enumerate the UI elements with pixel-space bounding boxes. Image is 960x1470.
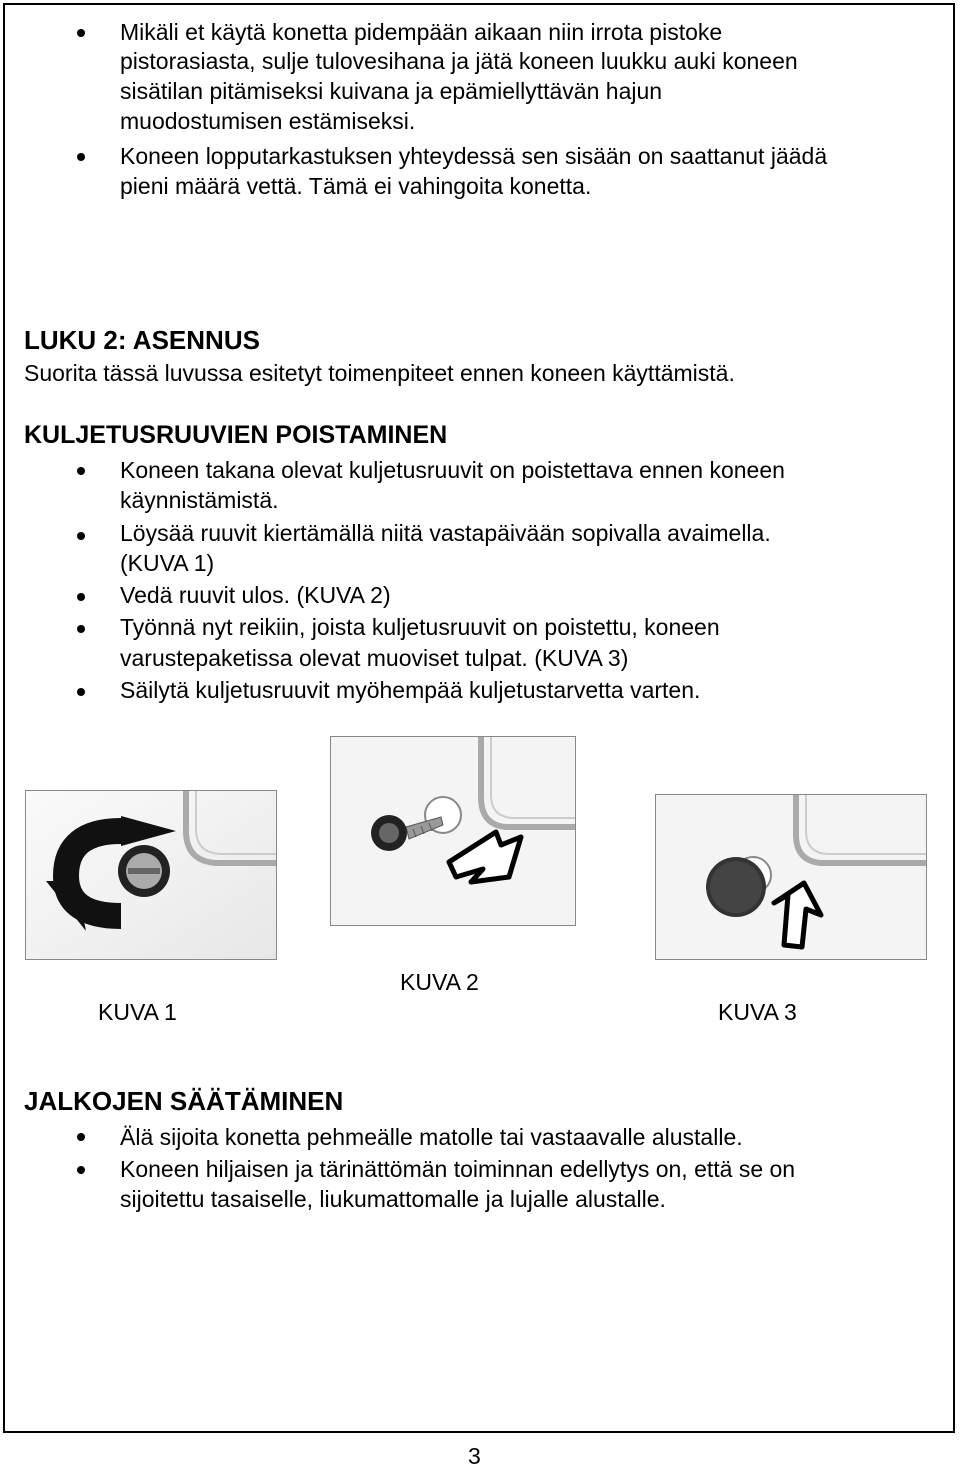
screw-loosen-illustration <box>26 791 276 959</box>
transport-item1-line2: käynnistämistä. <box>120 487 279 513</box>
bullet-dot <box>77 1133 85 1141</box>
bullet-dot <box>77 1166 85 1174</box>
bullet-dot <box>77 153 85 161</box>
transport-heading: KULJETUSRUUVIEN POISTAMINEN <box>24 421 448 449</box>
intro-bullet1-line2: pistorasiasta, sulje tulovesihana ja jätä koneen luukku auki koneen <box>120 48 798 74</box>
transport-item2-line1: Löysää ruuvit kiertämällä niitä vastapäivään sopivalla avaimella. <box>120 520 771 546</box>
feet-item2-line1: Koneen hiljaisen ja tärinättömän toiminnan edellytys on, että se on <box>120 1156 796 1182</box>
figure-1-caption: KUVA 1 <box>98 999 177 1025</box>
feet-heading: JALKOJEN SÄÄTÄMINEN <box>24 1086 344 1116</box>
figure-3-caption: KUVA 3 <box>718 999 797 1025</box>
intro-bullet2-line1: Koneen lopputarkastuksen yhteydessä sen sisään on saattanut jäädä <box>120 143 828 169</box>
transport-item5-line1: Säilytä kuljetusruuvit myöhempää kuljetustarvetta varten. <box>120 677 701 703</box>
bullet-dot <box>77 29 85 37</box>
bullet-dot <box>77 593 85 601</box>
chapter-subtitle: Suorita tässä luvussa esitetyt toimenpiteet ennen koneen käyttämistä. <box>24 360 735 386</box>
transport-item3-line1: Vedä ruuvit ulos. (KUVA 2) <box>120 582 391 608</box>
feet-item2-line2: sijoitettu tasaiselle, liukumattomalle ja lujalle alustalle. <box>120 1186 666 1212</box>
figure-2 <box>330 736 576 926</box>
transport-item1-line1: Koneen takana olevat kuljetusruuvit on poistettava ennen koneen <box>120 457 785 483</box>
transport-item4-line2: varustepaketissa olevat muoviset tulpat. (KUVA 3) <box>120 645 629 671</box>
page-frame <box>3 3 955 1433</box>
bullet-dot <box>77 467 85 475</box>
intro-bullet1-line3: sisätilan pitämiseksi kuivana ja epämiellyttävän hajun <box>120 78 663 104</box>
transport-item2-line2: (KUVA 1) <box>120 550 215 576</box>
intro-bullet2-line2: pieni määrä vettä. Tämä ei vahingoita konetta. <box>120 173 592 199</box>
bullet-dot <box>77 625 85 633</box>
plug-insert-illustration <box>656 795 926 959</box>
intro-bullet1-line4: muodostumisen estämiseksi. <box>120 108 416 134</box>
feet-item1-line1: Älä sijoita konetta pehmeälle matolle tai vastaavalle alustalle. <box>120 1124 743 1150</box>
bullet-dot <box>77 688 85 696</box>
figure-3 <box>655 794 927 960</box>
transport-item4-line1: Työnnä nyt reikiin, joista kuljetusruuvit on poistettu, koneen <box>120 614 720 640</box>
page-number: 3 <box>468 1443 481 1469</box>
bullet-dot <box>77 532 85 540</box>
intro-bullet1-line1: Mikäli et käytä konetta pidempään aikaan niin irrota pistoke <box>120 19 723 45</box>
figure-2-caption: KUVA 2 <box>400 969 479 995</box>
chapter-title: LUKU 2: ASENNUS <box>24 325 260 355</box>
figure-1 <box>25 790 277 960</box>
screw-pull-out-illustration <box>331 737 575 925</box>
